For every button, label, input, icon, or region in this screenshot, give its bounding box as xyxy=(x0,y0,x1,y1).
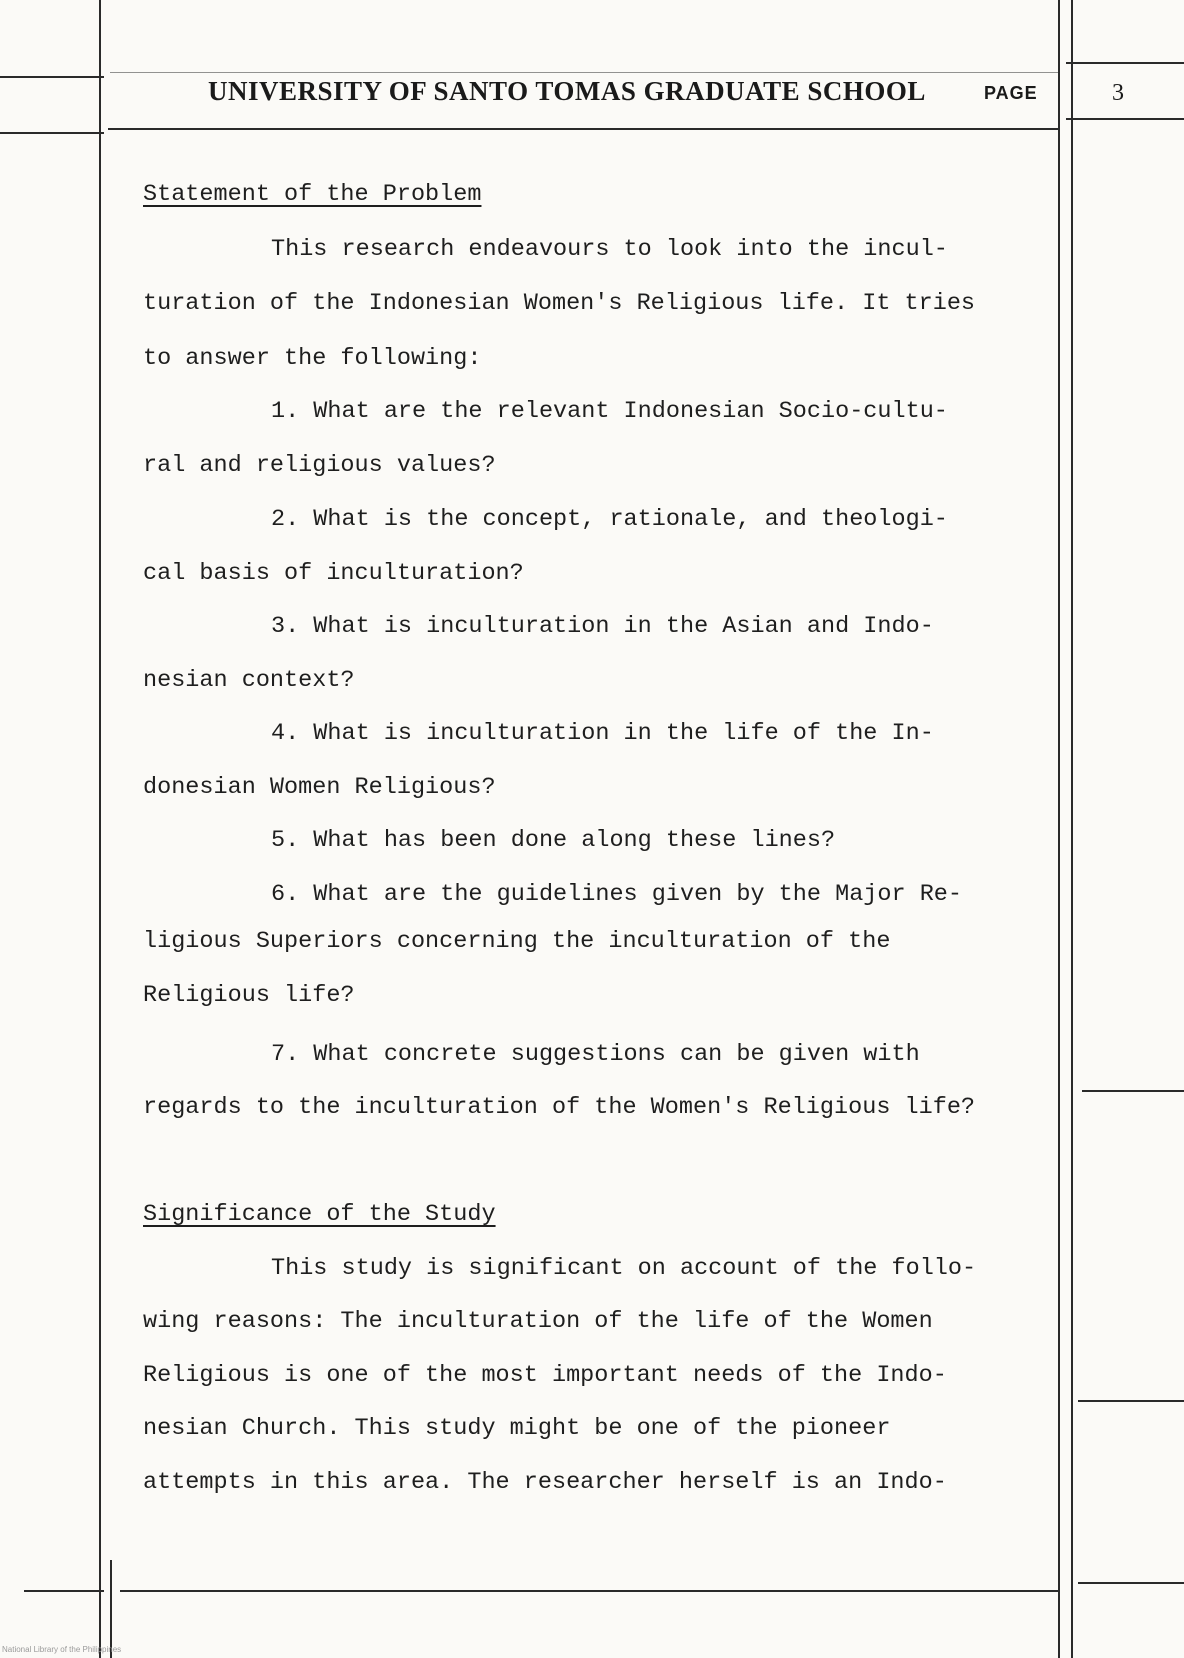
scan-footer-note: National Library of the Philippines xyxy=(2,1645,122,1654)
question-1: 1. What are the relevant Indonesian Socio-cultu- xyxy=(271,398,948,425)
question-3-cont: nesian context? xyxy=(143,667,355,694)
right-margin-rule-outer xyxy=(1071,0,1073,1658)
question-7-cont: regards to the inculturation of the Women's Religious life? xyxy=(143,1094,976,1121)
header-top-rule-main xyxy=(110,72,1058,73)
question-2-cont: cal basis of inculturation? xyxy=(143,560,524,587)
question-6-cont: ligious Superiors concerning the inculturation of the xyxy=(143,928,891,955)
header-bottom-rule-left xyxy=(0,132,104,134)
question-4: 4. What is inculturation in the life of the In- xyxy=(271,720,934,747)
significance-line: Religious is one of the most important needs of the Indo- xyxy=(143,1362,947,1389)
significance-line: This study is significant on account of the follo- xyxy=(271,1255,977,1282)
footer-rule-right xyxy=(1078,1582,1184,1584)
significance-heading: Significance of the Study xyxy=(143,1201,496,1228)
footer-rule xyxy=(120,1590,1058,1592)
school-header: UNIVERSITY OF SANTO TOMAS GRADUATE SCHOOL xyxy=(208,76,926,106)
problem-intro-line: turation of the Indonesian Women's Religious life. It tries xyxy=(143,290,976,317)
header-bottom-rule xyxy=(108,128,1058,130)
significance-line: nesian Church. This study might be one of the pioneer xyxy=(143,1415,891,1442)
question-7: 7. What concrete suggestions can be given with xyxy=(271,1041,920,1068)
question-6-cont: Religious life? xyxy=(143,982,355,1009)
left-margin-rule-inner xyxy=(110,1560,112,1658)
left-margin-rule xyxy=(99,0,101,1658)
question-3: 3. What is inculturation in the Asian and Indo- xyxy=(271,613,934,640)
question-6: 6. What are the guidelines given by the Major Re- xyxy=(271,881,963,908)
question-2: 2. What is the concept, rationale, and theologi- xyxy=(271,506,948,533)
right-tick-2 xyxy=(1078,1400,1184,1402)
significance-line: attempts in this area. The researcher herself is an Indo- xyxy=(143,1469,947,1496)
question-1-cont: ral and religious values? xyxy=(143,452,496,479)
header-bottom-rule-right xyxy=(1066,118,1184,120)
right-tick-1 xyxy=(1082,1090,1184,1092)
problem-heading: Statement of the Problem xyxy=(143,181,482,208)
right-margin-rule xyxy=(1058,0,1060,1658)
question-4-cont: donesian Women Religious? xyxy=(143,774,496,801)
problem-intro-line: to answer the following: xyxy=(143,345,482,372)
significance-line: wing reasons: The inculturation of the life of the Women xyxy=(143,1308,933,1335)
question-5: 5. What has been done along these lines? xyxy=(271,827,836,854)
header-top-rule-right xyxy=(1066,62,1184,64)
header-top-rule xyxy=(0,76,104,78)
footer-rule-left xyxy=(24,1590,104,1592)
page-number: 3 xyxy=(1112,80,1124,106)
page-label: PAGE xyxy=(984,83,1038,103)
problem-intro-line: This research endeavours to look into the incul- xyxy=(271,236,948,263)
